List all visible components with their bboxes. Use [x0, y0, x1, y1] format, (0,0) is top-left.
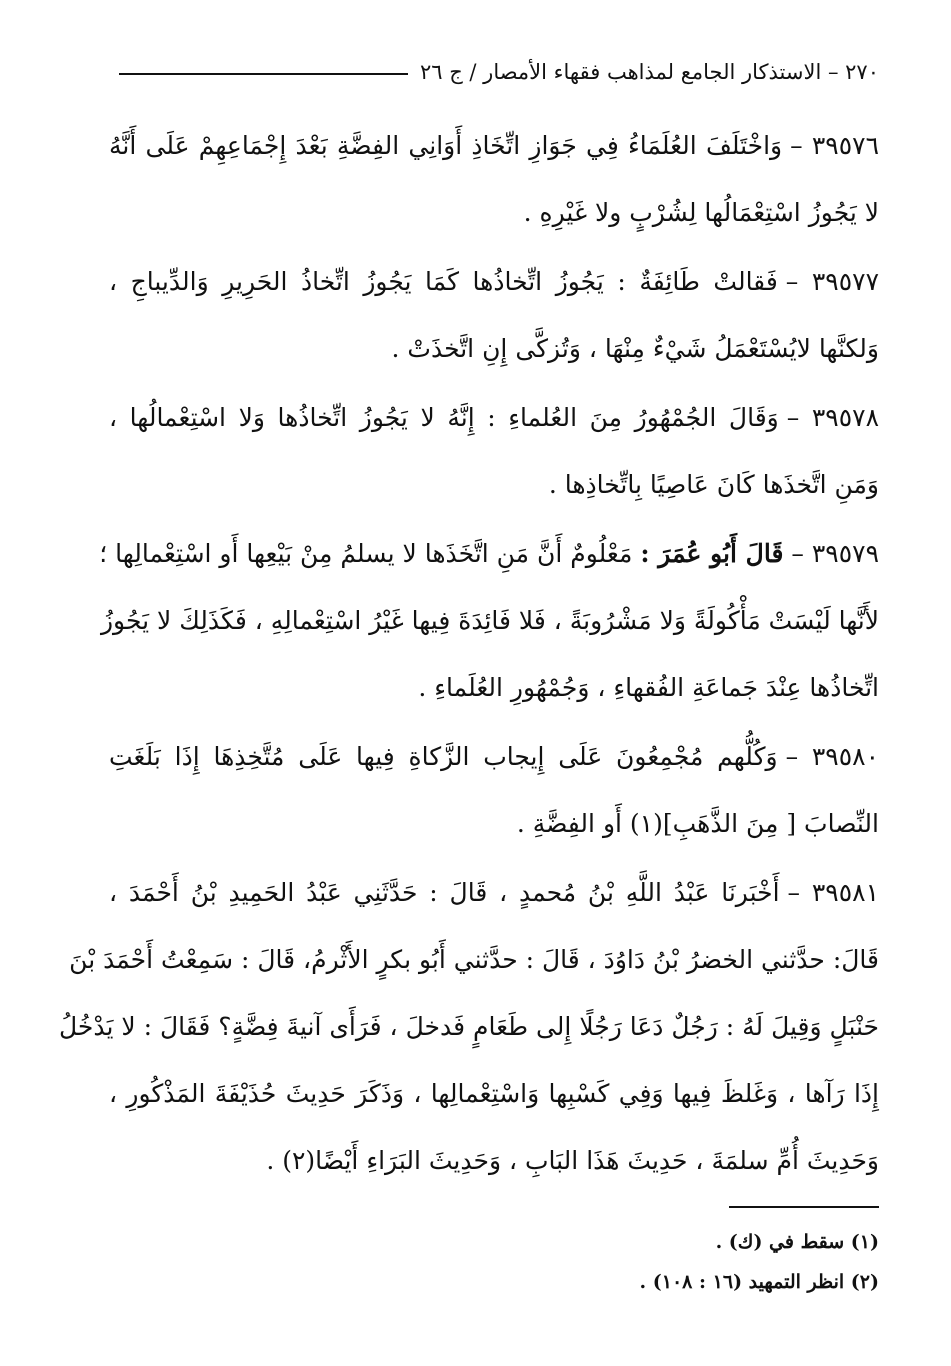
paragraph-39579 [99, 520, 879, 721]
line-text: إِذَا رَآها ، وَغَلظَ فِيها وَفِي كَسْبِها وَاسْتِعْمالِها ، وَذَكَرَ حَدِيثَ حُذَيْفَةَ المَذْكُورِ ، [109, 1079, 879, 1108]
footnotes [119, 1222, 879, 1302]
paragraph-line [109, 451, 879, 518]
line-text: وَمَنِ اتَّخذَها كَانَ عَاصِيًا بِاتِّخاذِها . [548, 470, 879, 499]
line-text: مَعْلُومٌ أَنَّ مَنِ اتَّخَذَها لا يسلمُ مِنْ بَيْعِها أَو اسْتِعْمالِها ؛ [99, 539, 633, 568]
line-text: لا يَجُوزُ اسْتِعْمَالُها لِشُرْبٍ ولا غَيْرِهِ . [523, 198, 879, 227]
paragraph-line [109, 179, 879, 246]
paragraph-39577 [109, 248, 879, 382]
line-text: وَحَدِيثَ أُمِّ سلمَةَ ، حَدِيثَ هَذَا البَابِ ، وَحَدِيثَ البَرَاءِ أَيْضًا(٢) . [266, 1146, 879, 1175]
paragraph-line [109, 315, 879, 382]
paragraph-line [109, 654, 879, 721]
line-text: وَلكنَّها لايُسْتَعْمَلُ شَيْءٌ مِنْهَا ، وَتُزكَّى إِنِ اتَّخذَتْ . [391, 334, 879, 363]
line-text: النِّصابَ [ مِنَ الذَّهَبِ](١) أَو الفِضَّةِ . [516, 809, 879, 838]
line-text: لأَنَّها لَيْسَتْ مَأْكُولَةً وَلا مَشْرُوبَةً ، فَلا فَائِدَةَ فِيها غَيْرُ اسْتِعْمالِهِ ، فَكَذَلِكَ لا يَجُوزُ [100, 606, 879, 635]
paragraph-line [109, 112, 879, 179]
line-text: وَقَالَ الجُمْهُورُ مِنَ العُلماءِ : إِنَّهُ لا يَجُوزُ اتِّخاذُها وَلا اسْتِعْمالُها ، [109, 403, 779, 432]
line-text: أَخْبَرنَا عَبْدُ اللَّهِ بْنُ مُحمدٍ ، قَالَ : حَدَّثَنِي عَبْدُ الحَمِيدِ بْنُ أَحْمَدَ ، [109, 878, 780, 907]
line-text: وَكُلُّهم مُجْمِعُونَ عَلَى إِيجاب الزَّكاةِ فِيها عَلَى مُتَّخِذِهَا إِذَا بَلَغَتِ [109, 742, 778, 771]
paragraph-39581 [58, 859, 879, 1194]
paragraph-number: ٣٩٥٧٧ – [785, 267, 879, 296]
paragraph-line [109, 790, 879, 857]
paragraph-line [109, 859, 879, 926]
paragraph-39576 [109, 112, 879, 246]
line-text: وَاخْتَلَفَ العُلَمَاءُ فِي جَوَازِ اتِّخَاذِ أَوَانِي الفِضَّةِ بَعْدَ إِجْمَاعِهِمْ عَلَى أَنَّهُ [109, 131, 783, 160]
paragraph-line [109, 384, 879, 451]
paragraph-line [109, 1060, 879, 1127]
paragraph-39578 [109, 384, 879, 518]
footnote-separator [729, 1206, 879, 1208]
paragraph-line [58, 993, 879, 1060]
line-text: اتِّخاذُها عِنْدَ جَماعَةِ الفُقهاءِ ، وَجُمْهُورِ العُلَماءِ . [418, 673, 879, 702]
line-text: فَقالتْ طَائِفَةٌ : يَجُوزُ اتِّخاذُها كَمَا يَجُوزُ اتِّخاذُ الحَرِيرِ وَالدِّيباجِ ، [109, 267, 778, 296]
footnote-2: (٢) انظر التمهيد (١٦ : ١٠٨) . [639, 1271, 879, 1293]
paragraph-line [109, 248, 879, 315]
header-title: ٢٧٠ – الاستذكار الجامع لمذاهب فقهاء الأمصار / ج ٢٦ [419, 60, 879, 84]
speaker-lead: قَالَ أَبُو عُمَرَ : [640, 539, 784, 568]
paragraph-number: ٣٩٥٨٠ – [785, 742, 879, 771]
paragraph-number: ٣٩٥٨١ – [787, 878, 879, 907]
paragraph-number: ٣٩٥٧٩ – [791, 539, 879, 568]
running-header [119, 52, 879, 92]
paragraph-number: ٣٩٥٧٨ – [786, 403, 880, 432]
header-rule [119, 73, 408, 75]
line-text: قَالَ: حدَّثني الخضرُ بْنُ دَاوُدَ ، قَالَ : حدَّثني أَبُو بكرٍ الأَثْرمُ، قَالَ : سَمِعْتُ أَحْمَدَ بْنَ [69, 945, 879, 974]
paragraph-39580 [109, 723, 879, 857]
paragraph-line [69, 926, 879, 993]
paragraph-line [109, 723, 879, 790]
paragraph-line [100, 587, 879, 654]
paragraph-line [99, 520, 879, 587]
paragraph-number: ٣٩٥٧٦ – [790, 131, 879, 160]
paragraph-line [109, 1127, 879, 1194]
main-text [58, 112, 880, 1196]
line-text: حَنْبَلٍ وَقِيلَ لَهُ : رَجُلٌ دَعَا رَجُلًا إِلى طَعَامٍ فَدخلَ ، فَرَأَى آنيةَ فِضَّةٍ؟ فَقَالَ : لا يَدْخُلُ [58, 1012, 879, 1041]
footnote-1: (١) سقط في (ك) . [715, 1231, 879, 1253]
